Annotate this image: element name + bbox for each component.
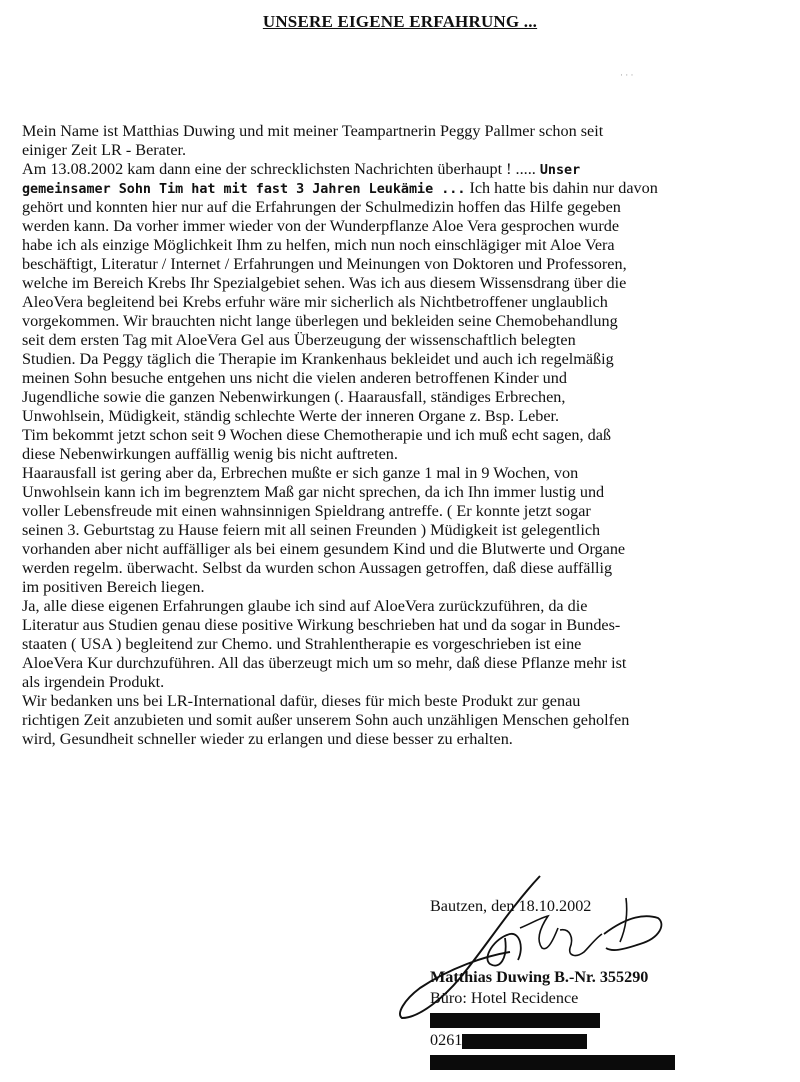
emphasized-text: gemeinsamer Sohn Tim hat mit fast 3 Jahren Leukämie ...: [22, 182, 466, 197]
line-text: voller Lebensfreude mit einen wahnsinnigen Spieldrang antreffe. ( Er konnte jetzt sogar: [22, 502, 591, 520]
text-line: [22, 578, 792, 597]
line-text: werden regelm. überwacht. Selbst da wurden schon Aussagen getroffen, daß diese auffällig: [22, 559, 613, 577]
line-text: Wir bedanken uns bei LR-International dafür, dieses für mich beste Produkt zur genau: [22, 692, 581, 710]
signer-name-line: Matthias Duwing B.-Nr. 355290: [430, 968, 649, 986]
line-text: Haarausfall ist gering aber da, Erbrechen mußte er sich ganze 1 mal in 9 Wochen, von: [22, 464, 579, 482]
letter-body: [22, 122, 792, 749]
text-line: [22, 236, 792, 255]
line-text: Mein Name ist Matthias Duwing und mit meiner Teampartnerin Peggy Pallmer schon seit: [22, 122, 604, 140]
line-text: Tim bekommt jetzt schon seit 9 Wochen diese Chemotherapie und ich muß echt sagen, daß: [22, 426, 611, 444]
text-line: [22, 160, 792, 179]
redacted-line: [430, 1051, 790, 1072]
text-line: [22, 654, 792, 673]
text-line: [22, 426, 792, 445]
document-title: UNSERE EIGENE ERFAHRUNG ...: [262, 12, 538, 31]
text-line: [22, 274, 792, 293]
line-text: vorgekommen. Wir brauchten nicht lange überlegen und bekleiden seine Chemobehandlung: [22, 312, 618, 330]
text-line: [22, 293, 792, 312]
line-text: vorhanden aber nicht auffälliger als bei einem gesundem Kind und die Blutwerte und Organe: [22, 540, 626, 558]
line-text: werden kann. Da vorher immer wieder von der Wunderpflanze Aloe Vera gesprochen wurde: [22, 217, 620, 235]
letter-footer: [430, 896, 790, 1072]
line-text: Jugendliche sowie die ganzen Nebenwirkungen (. Haarausfall, ständiges Erbrechen,: [22, 388, 566, 406]
line-text: als irgendein Produkt.: [22, 673, 165, 691]
line-text: beschäftigt, Literatur / Internet / Erfahrungen und Meinungen von Doktoren und Professoren,: [22, 255, 627, 273]
text-line: [22, 692, 792, 711]
text-line: [22, 502, 792, 521]
line-text: gehört und konnten hier nur auf die Erfahrungen der Schulmedizin hoffen das Hilfe gegeben: [22, 198, 621, 216]
line-text: Unwohlsein kann ich im begrenztem Maß gar nicht sprechen, da ich Ihn immer lustig und: [22, 483, 605, 501]
line-text: diese Nebenwirkungen auffällig wenig bis nicht auftreten.: [22, 445, 398, 463]
redacted-line: [430, 1009, 790, 1030]
text-line: [22, 312, 792, 331]
line-text: Ich hatte bis dahin nur davon: [465, 179, 658, 197]
line-text: Literatur aus Studien genau diese positive Wirkung beschrieben hat und da sogar in Bundes-: [22, 616, 621, 634]
text-line: [22, 217, 792, 236]
line-text: Studien. Da Peggy täglich die Therapie im Krankenhaus bekleidet und auch ich regelmäßig: [22, 350, 614, 368]
text-line: [22, 673, 792, 692]
emphasized-text: Unser: [539, 163, 581, 178]
text-line: [22, 141, 792, 160]
line-text: AloeVera Kur durchzuführen. All das überzeugt mich um so mehr, daß diese Pflanze mehr ist: [22, 654, 627, 672]
text-line: [22, 483, 792, 502]
line-text: seit dem ersten Tag mit AloeVera Gel aus Überzeugung der wissenschaftlich belegten: [22, 331, 576, 349]
line-text: staaten ( USA ) begleitend zur Chemo. und Strahlentherapie es vorgeschrieben ist eine: [22, 635, 582, 653]
text-line: [22, 730, 792, 749]
text-line: [22, 521, 792, 540]
text-line: [22, 616, 792, 635]
text-line: [22, 464, 792, 483]
office-line: Büro: Hotel Recidence: [430, 989, 579, 1007]
text-line: [22, 122, 792, 141]
text-line: [22, 540, 792, 559]
line-text: meinen Sohn besuche entgehen uns nicht die vielen anderen betroffenen Kinder und: [22, 369, 567, 387]
line-text: Ja, alle diese eigenen Erfahrungen glaube ich sind auf AloeVera zurückzuführen, da die: [22, 597, 588, 615]
place-date: Bautzen, den 18.10.2002: [430, 897, 592, 915]
text-line: [22, 407, 792, 426]
line-text: richtigen Zeit anzubieten und somit außer unserem Sohn auch unzähligen Menschen geholfen: [22, 711, 630, 729]
text-line: [22, 255, 792, 274]
text-line: [22, 388, 792, 407]
line-text: im positiven Bereich liegen.: [22, 578, 205, 596]
text-line: [22, 445, 792, 464]
text-line: [22, 597, 792, 616]
text-line: [22, 559, 792, 578]
scan-artifact: · · ·: [620, 70, 634, 80]
line-text: AleoVera begleitend bei Krebs erfuhr wäre mir sicherlich als Nichtbetroffener unglaublich: [22, 293, 608, 311]
line-text: welche im Bereich Krebs Ihr Spezialgebiet sehen. Was ich aus diesem Wissensdrang über die: [22, 274, 627, 292]
line-text: einiger Zeit LR - Berater.: [22, 141, 187, 159]
line-text: habe ich als einzige Möglichkeit Ihm zu helfen, mich nun noch einschlägiger mit Aloe Vera: [22, 236, 615, 254]
text-line: [22, 198, 792, 217]
text-line: [22, 350, 792, 369]
text-line: [22, 711, 792, 730]
text-line: [22, 331, 792, 350]
line-text: wird, Gesundheit schneller wieder zu erlangen und diese besser zu erhalten.: [22, 730, 513, 748]
phone-prefix: 0261: [430, 1031, 463, 1049]
line-text: Unwohlsein, Müdigkeit, ständig schlechte Werte der inneren Organe z. Bsp. Leber.: [22, 407, 560, 425]
phone-line: [430, 1030, 790, 1051]
text-line: [22, 179, 792, 198]
line-text: Am 13.08.2002 kam dann eine der schrecklichsten Nachrichten überhaupt ! .....: [22, 160, 540, 178]
line-text: seinen 3. Geburtstag zu Hause feiern mit all seinen Freunden ) Müdigkeit ist gelegentlich: [22, 521, 601, 539]
text-line: [22, 635, 792, 654]
text-line: [22, 369, 792, 388]
